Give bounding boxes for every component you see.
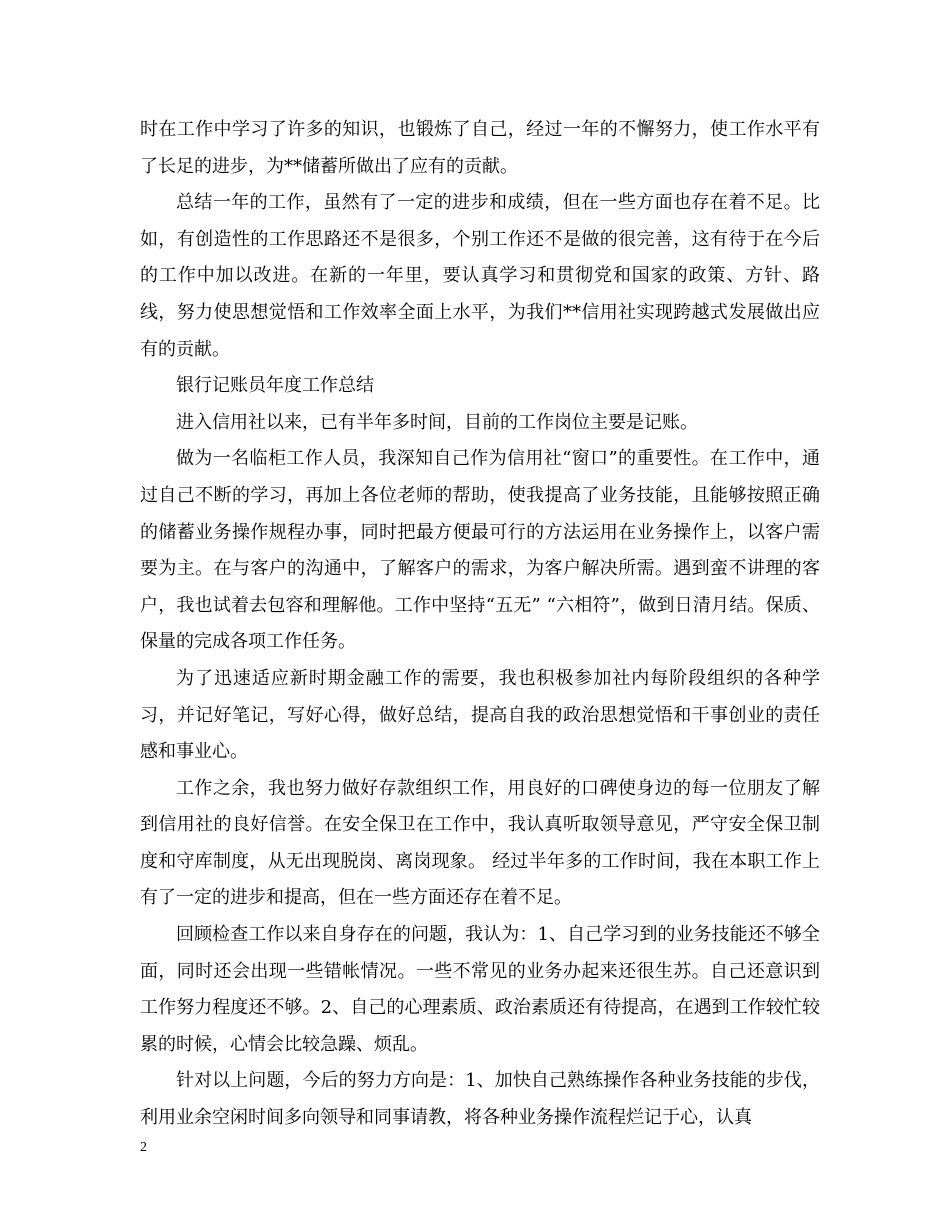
paragraph-intro: 进入信用社以来，已有半年多时间，目前的工作岗位主要是记账。 xyxy=(176,411,698,433)
page-number: 2 xyxy=(140,1140,147,1155)
paragraph-improvement: 针对以上问题，今后的努力方向是：1、加快自己熟练操作各种业务技能的步伐，利用业余空闲时间多向领导和同事请教，将各种业务操作流程烂记于心，认真 xyxy=(140,1070,820,1129)
paragraph-annual-summary: 总结一年的工作，虽然有了一定的进步和成绩，但在一些方面也存在着不足。比如，有创造性的工作思路还不是很多，个别工作还不是做的很完善，这有待于在今后的工作中加以改进。在新的一年里，要认真学习和贯彻党和国家的政策、方针、路线，努力使思想觉悟和工作效率全面上水平，为我们**信用社实现跨越式发展做出应有的贡献。 xyxy=(140,192,820,360)
paragraph-continuation: 时在工作中学习了许多的知识，也锻炼了自己，经过一年的不懈努力，使工作水平有了长足的进步，为**储蓄所做出了应有的贡献。 xyxy=(140,119,820,177)
document-body xyxy=(140,112,820,1137)
paragraph-counter-work: 做为一名临柜工作人员，我深知自己作为信用社“窗口”的重要性。在工作中，通过自己不断的学习，再加上各位老师的帮助，使我提高了业务技能，且能够按照正确的储蓄业务操作规程办事，同时把最方便最可行的方法运用在业务操作上，以客户需要为主。在与客户的沟通中，了解客户的需求，为客户解决所需。遇到蛮不讲理的客户，我也试着去包容和理解他。工作中坚持“五无” “六相符”，做到日清月结。保质、保量的完成各项工作任务。 xyxy=(140,448,820,653)
paragraph-problems: 回顾检查工作以来自身存在的问题，我认为：1、自己学习到的业务技能还不够全面，同时还会出现一些错帐情况。一些不常见的业务办起来还很生苏。自己还意识到工作努力程度还不够。2、自己的心理素质、政治素质还有待提高，在遇到工作较忙较累的时候，心情会比较急躁、烦乱。 xyxy=(140,924,820,1055)
section-heading: 银行记账员年度工作总结 xyxy=(176,375,374,397)
paragraph-study: 为了迅速适应新时期金融工作的需要，我也积极参加社内每阶段组织的各种学习，并记好笔记，写好心得，做好总结，提高自我的政治思想觉悟和干事创业的责任感和事业心。 xyxy=(140,667,820,763)
paragraph-deposits-security: 工作之余，我也努力做好存款组织工作，用良好的口碑使身边的每一位朋友了解到信用社的良好信誉。在安全保卫在工作中，我认真听取领导意见，严守安全保卫制度和守库制度，从无出现脱岗、离岗现象。 经过半年多的工作时间，我在本职工作上有了一定的进步和提高，但在一些方面还存在着不足。 xyxy=(140,777,820,909)
